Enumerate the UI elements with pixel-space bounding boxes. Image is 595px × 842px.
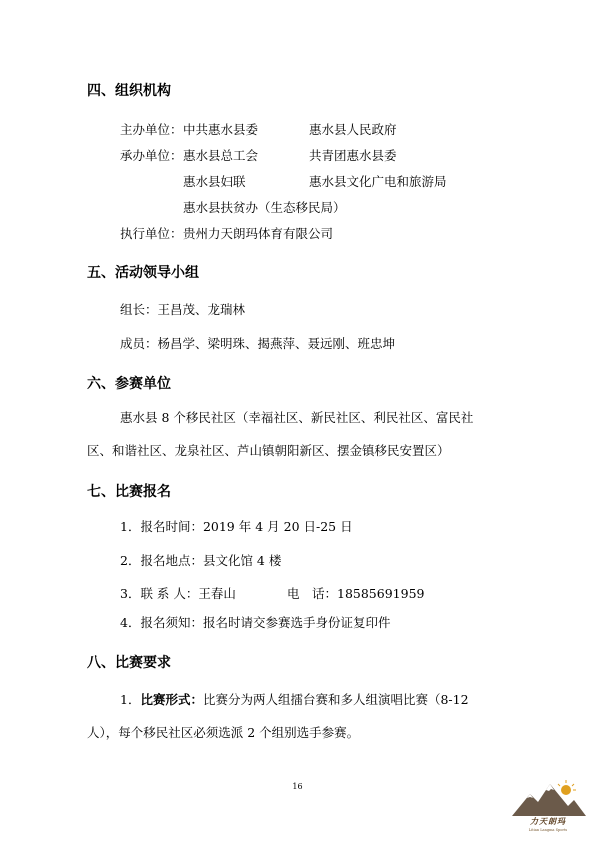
executor-unit: 贵州力天朗玛体育有限公司 [183,226,334,241]
organizer-label: 承办单位： [120,148,183,163]
requirement-1-text: 比赛分为两人组擂台赛和多人组演唱比赛（8-12 [202,692,469,707]
registration-phone: 电 话：18585691959 [287,586,425,601]
organizer-unit-3: 惠水县妇联 [183,174,246,189]
requirement-1-line-1 [120,690,469,708]
requirement-1-number: 1． [120,692,141,707]
logo-subtext: Litian Langma Sports [528,828,568,832]
organizer-unit-1: 惠水县总工会 [183,148,259,163]
section-title-requirements: 八、比赛要求 [87,655,171,671]
registration-notice: 4．报名须知：报名时请交参赛选手身份证复印件 [120,615,391,630]
section-title-organization: 四、组织机构 [87,83,171,99]
host-unit-2: 惠水县人民政府 [309,122,397,137]
section-title-participants: 六、参赛单位 [87,376,171,392]
requirement-1-line-2: 人），每个移民社区必须选派 2 个组别选手参赛。 [87,725,360,740]
organizer-unit-4: 惠水县文化广电和旅游局 [309,174,447,189]
organizer-unit-2: 共青团惠水县委 [309,148,397,163]
participants-line-1: 惠水县 8 个移民社区（幸福社区、新民社区、利民社区、富民社 [120,410,474,425]
registration-place: 2．报名地点：县文化馆 4 楼 [120,553,282,568]
host-label: 主办单位： [120,122,183,137]
registration-time: 1．报名时间：2019 年 4 月 20 日-25 日 [120,519,353,534]
leader-line: 组长：王昌茂、龙瑞林 [120,302,246,317]
organizer-unit-5: 惠水县扶贫办（生态移民局） [183,200,346,215]
registration-contact: 3．联 系 人：王春山 [120,586,236,601]
section-title-leadership: 五、活动领导小组 [87,265,199,281]
members-line: 成员：杨昌学、梁明珠、揭燕萍、聂远刚、班忠坤 [120,336,396,351]
requirement-1-label: 比赛形式： [140,692,203,707]
logo-text: 力天朗玛 [530,816,566,826]
page-number: 16 [292,782,303,791]
participants-line-2: 区、和谐社区、龙泉社区、芦山镇朝阳新区、摆金镇移民安置区） [87,443,450,458]
host-unit-1: 中共惠水县委 [183,122,259,137]
executor-label: 执行单位： [120,226,183,241]
company-logo [508,776,588,836]
mountain-logo-icon [508,776,588,818]
section-title-registration: 七、比赛报名 [87,484,171,500]
